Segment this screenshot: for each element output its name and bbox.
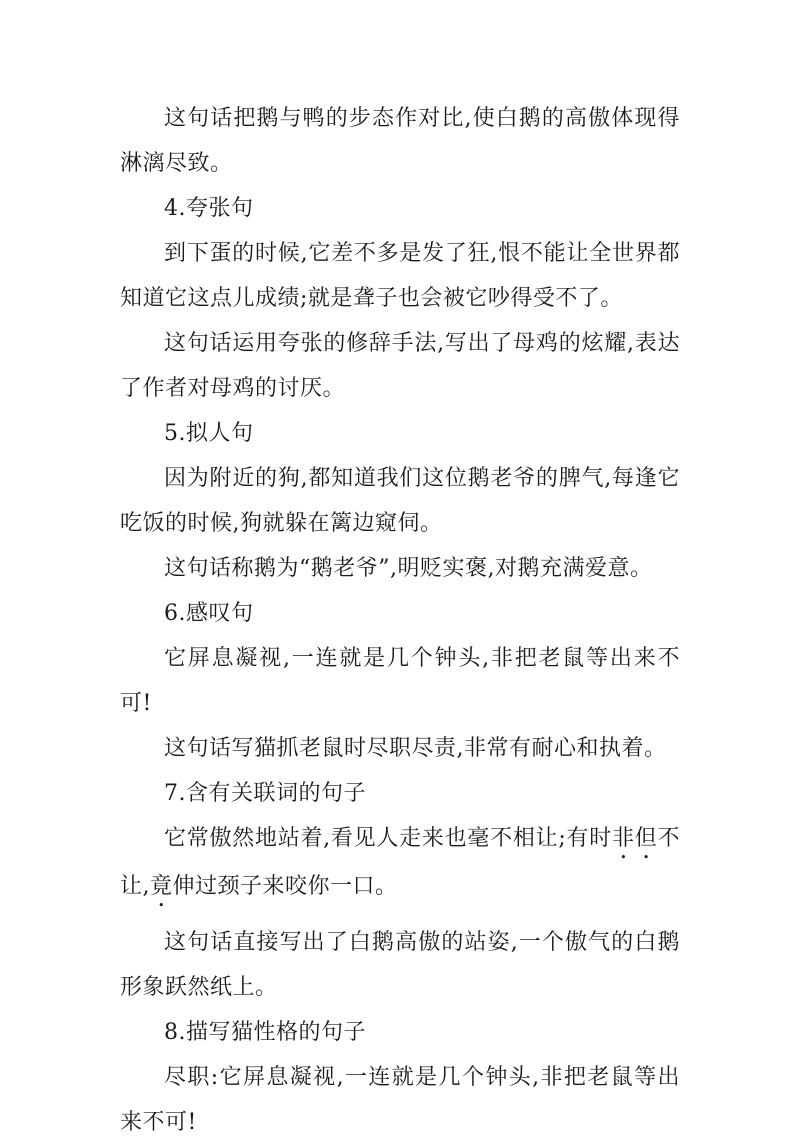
- paragraph-goose-master: 因为附近的狗,都知道我们这位鹅老爷的脾气,每逢它吃饭的时候,狗就躲在篱边窥伺。: [120, 466, 680, 536]
- paragraph-goose-comparison-explanation: 这句话把鹅与鸭的步态作对比,使白鹅的高傲体现得淋漓尽致。: [120, 106, 680, 176]
- text-end: 伸过颈子来咬你一口。: [172, 874, 398, 899]
- emphasized-char-dan: 但: [634, 826, 658, 851]
- text-before-emphasis: 它常傲然地站着,看见人走来也毫不相让;有时: [164, 826, 612, 851]
- paragraph-exaggeration-explanation: 这句话运用夸张的修辞手法,写出了母鸡的炫耀,表达了作者对母鸡的讨厌。: [120, 331, 680, 401]
- document-body: [120, 96, 680, 1145]
- paragraph-hen-laying-egg: 到下蛋的时候,它差不多是发了狂,恨不能让全世界都知道它这点儿成绩;就是聋子也会被它吵得受不了。: [120, 241, 680, 311]
- heading-cat-personality-sentence: 8.描写猫性格的句子: [164, 1020, 366, 1045]
- paragraph-goose-standing: [120, 816, 680, 912]
- paragraph-conjunction-explanation: 这句话直接写出了白鹅高傲的站姿,一个傲气的白鹅形象跃然纸上。: [120, 930, 680, 1000]
- text-after-emphasis: 不让,: [120, 826, 680, 899]
- emphasized-char-jing: 竟: [150, 874, 173, 899]
- heading-exaggeration-sentence: 4.夸张句: [164, 196, 254, 221]
- emphasized-char-fei: 非: [611, 826, 635, 851]
- heading-exclamatory-sentence: 6.感叹句: [164, 601, 254, 626]
- paragraph-personification-explanation: 这句话称鹅为“鹅老爷”,明贬实褒,对鹅充满爱意。: [164, 556, 653, 581]
- paragraph-exclamatory-explanation: 这句话写猫抓老鼠时尽职尽责,非常有耐心和执着。: [164, 736, 667, 761]
- paragraph-cat-dutiful: 尽职:它屏息凝视,一连就是几个钟头,非把老鼠等出来不可!: [120, 1065, 680, 1135]
- heading-conjunction-sentence: 7.含有关联词的句子: [164, 781, 366, 806]
- heading-personification-sentence: 5.拟人句: [164, 421, 254, 446]
- paragraph-cat-waiting: 它屏息凝视,一连就是几个钟头,非把老鼠等出来不可!: [120, 646, 680, 716]
